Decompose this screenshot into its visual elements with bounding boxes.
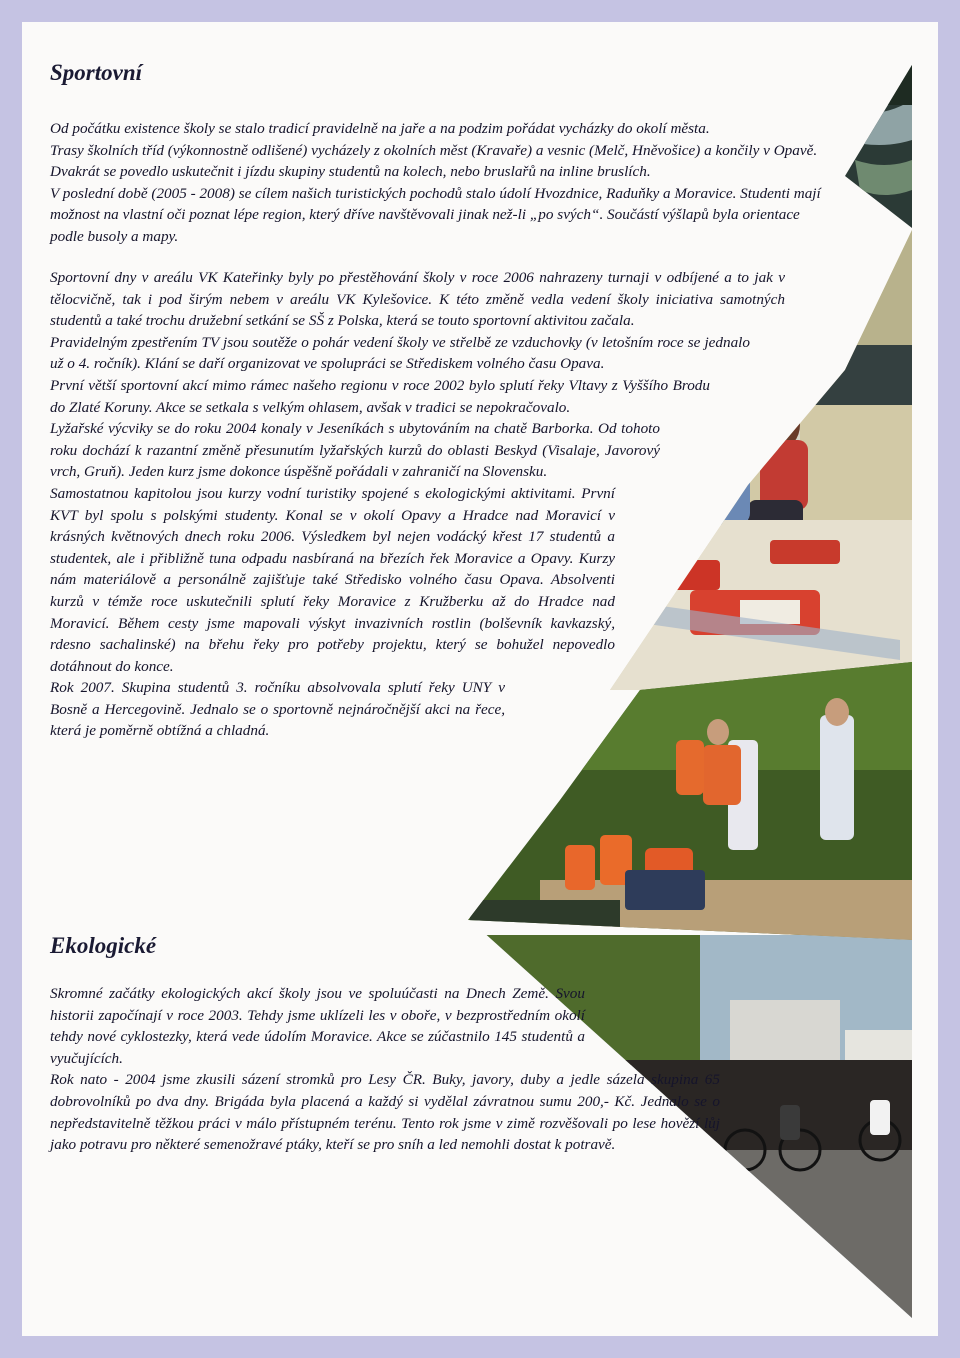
paragraph: Pravidelným zpestřením TV jsou soutěže o pohár vedení školy ve střelbě ze vzduchovky (v letošním roce se jednalo už o 4. ročník). Klání se daří organizovat ve spolupráci se Střediskem volného času Opava. xyxy=(50,333,750,373)
paragraph: První větší sportovní akcí mimo rámec našeho regionu v roce 2002 bylo splutí řeky Vltavy z Vyššího Brodu do Zlaté Koruny. Akce se setkala s velkým ohlasem, avšak v tradici se nepokračovalo. xyxy=(50,376,710,416)
paragraph: V poslední době (2005 - 2008) se cílem našich turistických pochodů stalo údolí Hvozdnice, Raduňky a Moravice. Studenti mají možnost na vlastní oči poznat lépe region, který dříve navštěvovali jinak než-li „po svých“. Součástí výšlapů byla orientace podle busoly a mapy. xyxy=(50,184,821,245)
paragraph: Od počátku existence školy se stalo tradicí pravidelně na jaře a na podzim pořádat vycházky do okolí města. xyxy=(50,120,710,137)
section-heading-eco: Ekologické xyxy=(50,933,157,958)
paragraph: Lyžařské výcviky se do roku 2004 konaly v Jeseníkách s ubytováním na chatě Barborka. Od tohoto roku dochází k razantní změně přesunutím lyžařských kurzů do oblasti Beskyd (Visalaje, Javorový vrch, Gruň). Jeden kurz jsme dokonce úspěšně pořádali v zahraničí na Slovensku. xyxy=(50,420,660,481)
paragraph: Trasy školních tříd (výkonnostně odlišené) vycházely z okolních měst (Kravaře) a vesnic (Melč, Hněvošice) a končily v Opavě. xyxy=(50,141,818,159)
sport-text-top xyxy=(50,118,870,248)
section-heading-sport: Sportovní xyxy=(50,60,143,85)
paragraph: Rok nato - 2004 jsme zkusili sázení stromků pro Lesy ČR. Buky, javory, duby a jedle sázela skupina 65 dobrovolníků po dva dny. Brigáda byla placená a každý si vydělal závratnou sumu 200,- Kč. Jednalo se o nepředstavitelně těžkou práci v málo přístupném terénu. Tento rok jsme v zimě rozvěšovali po lese hovězí lůj jako potravu pro některé semenožravé ptáky, kteří se pro sníh a led nemohli dostat k potravě. xyxy=(50,1071,720,1154)
eco-text xyxy=(50,983,720,1156)
paragraph: Sportovní dny v areálu VK Kateřinky byly po přestěhování školy v roce 2006 nahrazeny turnaji v odbíjené a to jak v tělocvičně, tak i pod širým nebem v areálu VK Kylešovice. K této změně vedla vedení školy iniciativa samotných studentů a také trochu družební setkání se SŠ z Polska, která se touto sportovní aktivitou začala. xyxy=(50,269,785,330)
sport-text-middle xyxy=(50,267,790,742)
paragraph: Dvakrát se povedlo uskutečnit i jízdu skupiny studentů na kolech, nebo bruslařů na inline bruslích. xyxy=(50,163,651,181)
paragraph: Skromné začátky ekologických akcí školy jsou ve spoluúčasti na Dnech Země. Svou historii započínají v roce 2003. Tehdy jsme uklízeli les v oboře, v bezprostředním okolí tehdy nové cyklostezky, která vede údolím Moravice. Akce se zúčastnilo 145 studentů a vyučujících. xyxy=(50,985,585,1067)
paragraph: Samostatnou kapitolou jsou kurzy vodní turistiky spojené s ekologickými aktivitami. První KVT byl spolu s polskými studenty. Konal se v okolí Opavy a Hradce nad Moravicí v krásných květnových dnech roku 2006. Výsledkem byl nejen vodácký křest 17 studentů a studentek, ale i přibližně tuna odpadu nasbíraná na březích řek Moravice a Opavy. Kurzy nám materiálově a personálně zajišťuje také Středisko volného času Opava. Absolventi kurzů v témže roce uskutečnili splutí řeky Moravice z Kružberku až do Hradce nad Moravicí. Během cesty jsme mapovali výskyt invazivních rostlin (bolševník kavkazský, rdesno sachalinské) na břehu řeky pro potřeby projektu, který se bohužel nepovedlo dotáhnout do konce. xyxy=(50,484,615,675)
paragraph: Rok 2007. Skupina studentů 3. ročníku absolvovala splutí řeky UNY v Bosně a Hercegovině. Jednalo se o sportovně nejnáročnější akci na řece, která je poměrně obtížná a chladná. xyxy=(50,679,505,740)
